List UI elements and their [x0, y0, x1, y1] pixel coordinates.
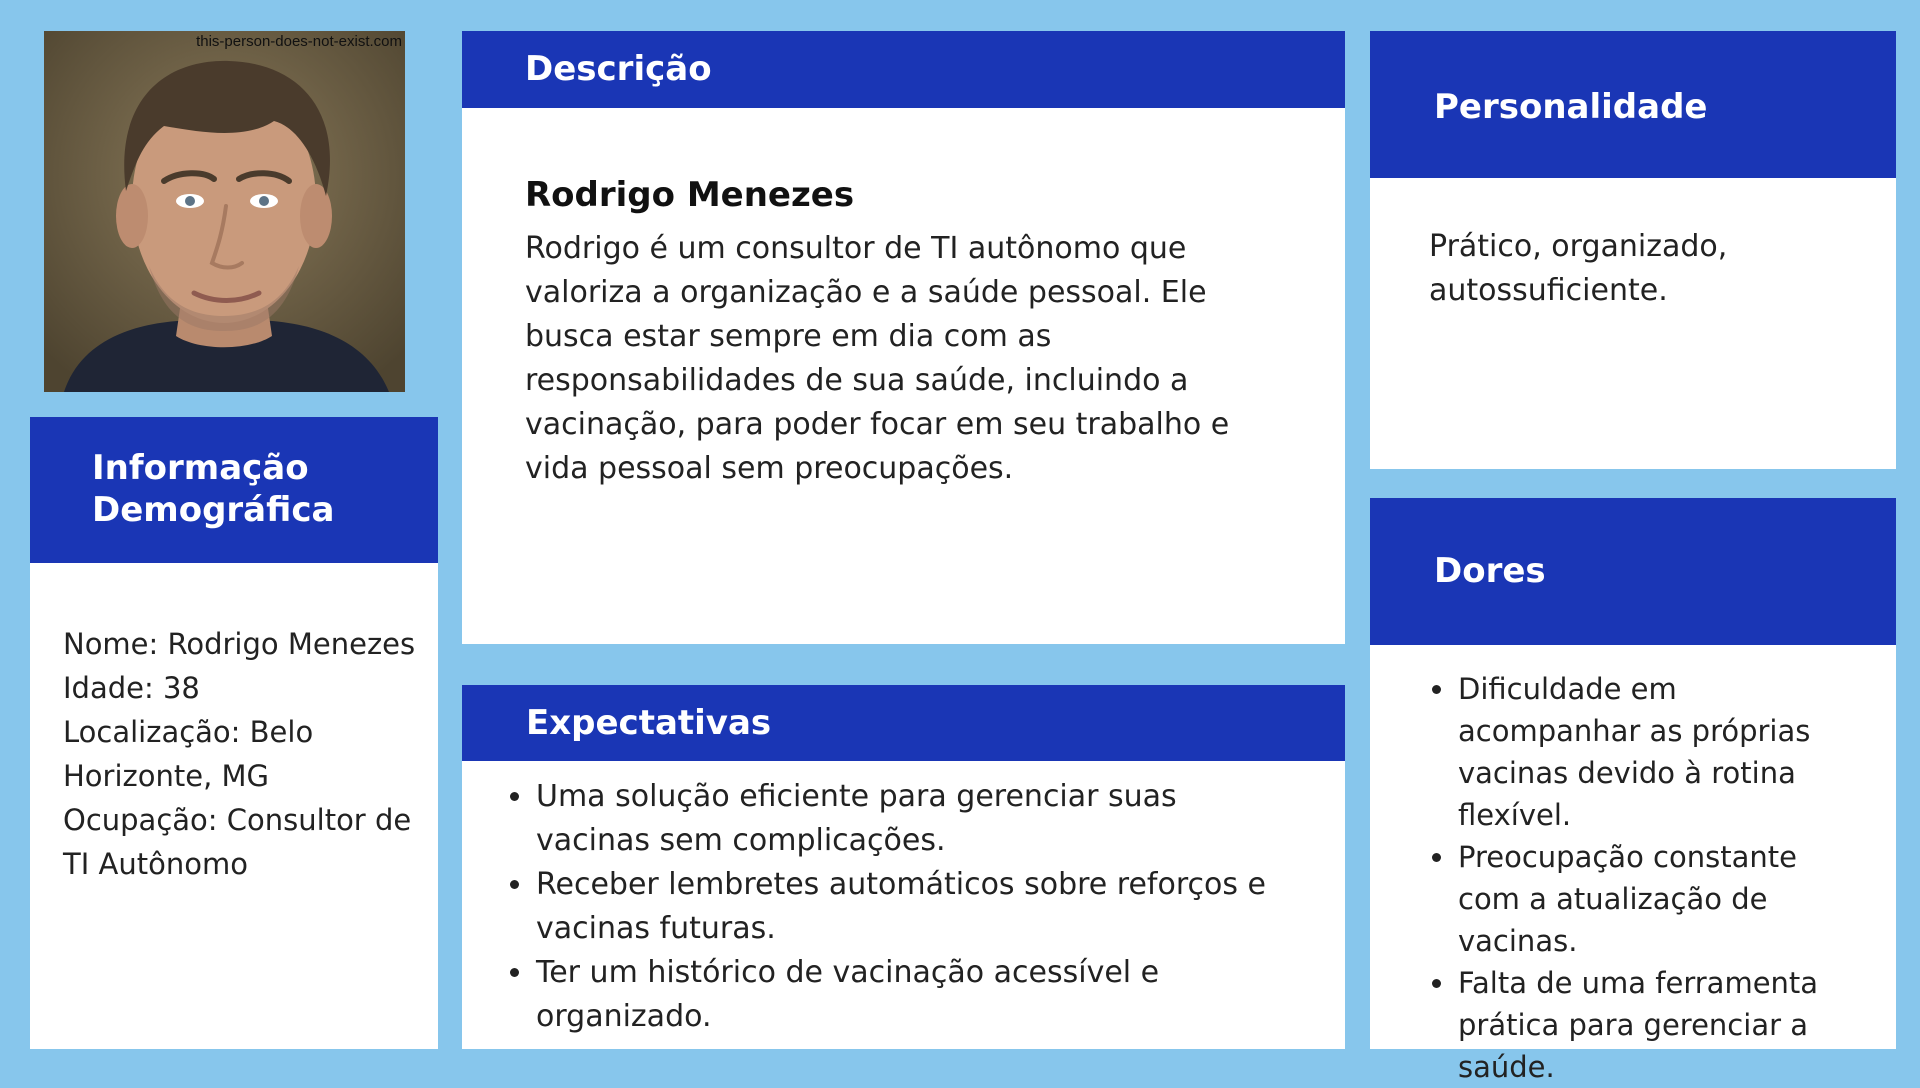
demographics-line: TI Autônomo: [63, 847, 248, 881]
description-text: Rodrigo é um consultor de TI autônomo que valoriza a organização e a saúde pessoal. Ele busca estar sempre em dia com as responsabilidades de sua saúde, incluindo a vacinação, para poder focar em seu trabalho e vida pessoal sem preocupações.: [525, 231, 1230, 486]
pains-header: [1370, 498, 1896, 645]
demographics-card: [30, 417, 438, 1049]
demographics-line: Nome: Rodrigo Menezes: [63, 627, 416, 661]
demographics-header: [30, 417, 438, 563]
expectation-item: Receber lembretes automáticos sobre reforços e vacinas futuras.: [536, 863, 1285, 951]
expectation-item: Ter um histórico de vacinação acessível e organizado.: [536, 951, 1285, 1039]
expectations-title: Expectativas: [526, 703, 772, 743]
personality-header: [1370, 31, 1896, 178]
expectations-body: [462, 775, 1345, 1039]
pains-card: [1370, 498, 1896, 1084]
expectations-list: [506, 775, 1285, 1039]
description-title: Descrição: [525, 49, 712, 89]
demographics-body: [30, 622, 438, 886]
expectations-header: [462, 685, 1345, 761]
personality-text: Prático, organizado, autossuficiente.: [1429, 229, 1728, 308]
expectations-card: [462, 685, 1345, 1049]
pain-item: Falta de uma ferramenta prática para gerenciar a saúde.: [1458, 962, 1856, 1088]
demographics-title-line2: Demográfica: [92, 490, 335, 530]
personality-title: Personalidade: [1434, 87, 1708, 127]
description-card: [462, 31, 1345, 644]
photo-watermark: this-person-does-not-exist.com: [196, 33, 402, 50]
personality-card: [1370, 31, 1896, 469]
persona-name: Rodrigo Menezes: [525, 175, 855, 215]
pains-list: [1428, 668, 1856, 1088]
demographics-line: Horizonte, MG: [63, 759, 270, 793]
persona-photo: [44, 31, 405, 392]
pains-body: [1370, 668, 1896, 1088]
pain-item: Dificuldade em acompanhar as próprias vacinas devido à rotina flexível.: [1458, 668, 1856, 836]
personality-body: [1370, 225, 1896, 313]
demographics-line: Ocupação: Consultor de: [63, 803, 412, 837]
pain-item: Preocupação constante com a atualização de vacinas.: [1458, 836, 1856, 962]
demographics-title-line1: Informação: [92, 448, 309, 488]
description-header: [462, 31, 1345, 108]
face-illustration: [44, 31, 405, 392]
demographics-line: Idade: 38: [63, 671, 200, 705]
pains-title: Dores: [1434, 551, 1546, 591]
demographics-line: Localização: Belo: [63, 715, 314, 749]
description-body: [462, 173, 1345, 491]
expectation-item: Uma solução eficiente para gerenciar suas vacinas sem complicações.: [536, 775, 1285, 863]
